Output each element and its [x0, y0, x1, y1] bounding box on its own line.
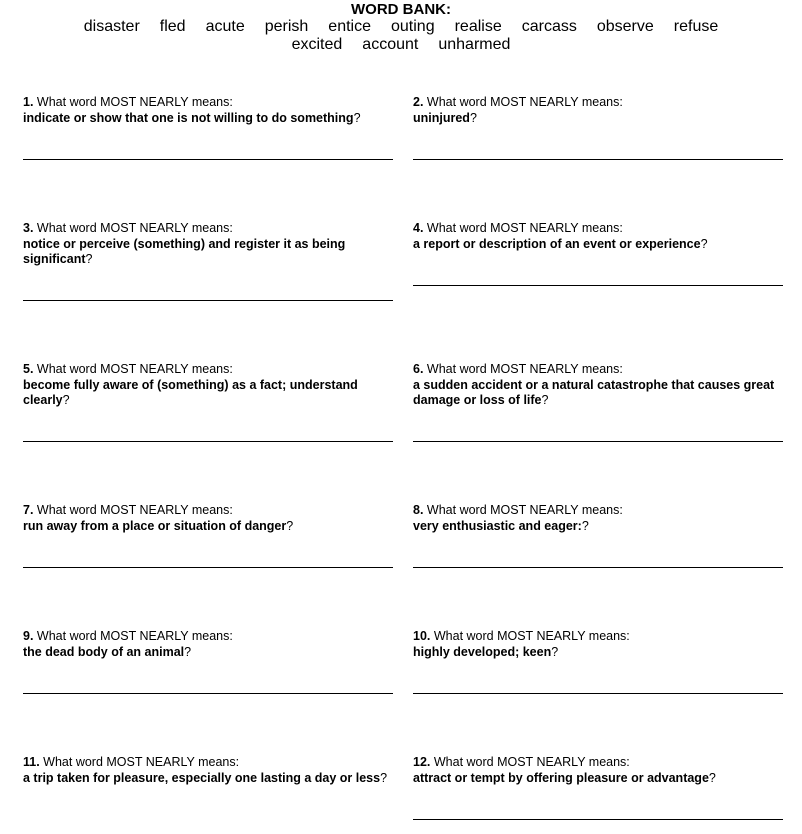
- question-definition: a report or description of an event or experience: [413, 236, 701, 251]
- question-7: [23, 503, 395, 534]
- word-bank-word: realise: [454, 18, 502, 35]
- word-bank-word: carcass: [521, 18, 577, 35]
- question-definition: run away from a place or situation of danger: [23, 518, 287, 533]
- question-definition: a sudden accident or a natural catastrophe that causes great damage or loss of life: [413, 377, 775, 407]
- question-12: [413, 755, 785, 786]
- question-mark: ?: [700, 236, 708, 251]
- word-bank-word: perish: [264, 18, 309, 35]
- question-3: [23, 221, 395, 268]
- word-bank-word: fled: [159, 18, 186, 35]
- question-mark: ?: [581, 518, 589, 533]
- question-mark: ?: [708, 770, 716, 785]
- answer-line-10[interactable]: [413, 693, 783, 694]
- question-definition: highly developed; keen: [413, 644, 552, 659]
- question-9: [23, 629, 395, 660]
- answer-line-7[interactable]: [23, 567, 393, 568]
- question-8: [413, 503, 785, 534]
- question-prompt: What word MOST NEARLY means:: [36, 95, 233, 109]
- question-number: 3.: [23, 221, 34, 235]
- question-1: [23, 95, 395, 126]
- question-mark: ?: [380, 770, 388, 785]
- question-mark: ?: [353, 110, 361, 125]
- answer-line-2[interactable]: [413, 159, 783, 160]
- question-number: 11.: [23, 755, 40, 769]
- question-mark: ?: [184, 644, 192, 659]
- question-11: [23, 755, 395, 786]
- question-definition: uninjured: [413, 110, 470, 125]
- question-number: 8.: [413, 503, 424, 517]
- question-definition: a trip taken for pleasure, especially one lasting a day or less: [23, 770, 381, 785]
- question-mark: ?: [62, 393, 70, 407]
- word-bank-word: unharmed: [438, 36, 511, 53]
- question-2: [413, 95, 785, 126]
- question-number: 2.: [413, 95, 424, 109]
- word-bank-title: WORD BANK:: [351, 1, 451, 18]
- question-4: [413, 221, 785, 252]
- word-bank-word: refuse: [673, 18, 719, 35]
- question-mark: ?: [85, 252, 93, 266]
- answer-line-3[interactable]: [23, 300, 393, 301]
- word-bank-word: observe: [596, 18, 654, 35]
- question-prompt: What word MOST NEARLY means:: [36, 503, 233, 517]
- word-bank-word: entice: [328, 18, 371, 35]
- question-prompt: What word MOST NEARLY means:: [36, 221, 233, 235]
- answer-line-4[interactable]: [413, 285, 783, 286]
- question-definition: become fully aware of (something) as a fact; understand clearly: [23, 377, 358, 407]
- word-bank-word: outing: [391, 18, 435, 35]
- question-mark: ?: [469, 110, 477, 125]
- question-number: 12.: [413, 755, 431, 769]
- question-prompt: What word MOST NEARLY means:: [426, 95, 623, 109]
- question-number: 7.: [23, 503, 34, 517]
- question-prompt: What word MOST NEARLY means:: [433, 629, 630, 643]
- question-prompt: What word MOST NEARLY means:: [426, 362, 623, 376]
- question-number: 1.: [23, 95, 34, 109]
- answer-line-1[interactable]: [23, 159, 393, 160]
- question-number: 10.: [413, 629, 431, 643]
- question-5: [23, 362, 395, 409]
- question-number: 4.: [413, 221, 424, 235]
- question-number: 9.: [23, 629, 34, 643]
- answer-line-8[interactable]: [413, 567, 783, 568]
- question-prompt: What word MOST NEARLY means:: [43, 755, 240, 769]
- answer-line-5[interactable]: [23, 441, 393, 442]
- question-prompt: What word MOST NEARLY means:: [36, 629, 233, 643]
- question-mark: ?: [286, 518, 294, 533]
- word-bank-word: excited: [291, 36, 343, 53]
- question-definition: very enthusiastic and eager:: [413, 518, 582, 533]
- word-bank-word: acute: [205, 18, 245, 35]
- question-prompt: What word MOST NEARLY means:: [433, 755, 630, 769]
- question-mark: ?: [541, 393, 549, 407]
- question-definition: indicate or show that one is not willing to do something: [23, 110, 354, 125]
- word-bank-word: account: [362, 36, 419, 53]
- word-bank-list: [50, 18, 752, 54]
- answer-line-6[interactable]: [413, 441, 783, 442]
- question-definition: attract or tempt by offering pleasure or advantage: [413, 770, 709, 785]
- question-prompt: What word MOST NEARLY means:: [426, 503, 623, 517]
- question-10: [413, 629, 785, 660]
- question-prompt: What word MOST NEARLY means:: [36, 362, 233, 376]
- question-number: 5.: [23, 362, 34, 376]
- question-number: 6.: [413, 362, 424, 376]
- question-definition: notice or perceive (something) and register it as being significant: [23, 236, 346, 266]
- question-mark: ?: [551, 644, 559, 659]
- question-prompt: What word MOST NEARLY means:: [426, 221, 623, 235]
- answer-line-12[interactable]: [413, 819, 783, 820]
- question-6: [413, 362, 785, 409]
- word-bank-word: disaster: [83, 18, 140, 35]
- question-definition: the dead body of an animal: [23, 644, 185, 659]
- answer-line-9[interactable]: [23, 693, 393, 694]
